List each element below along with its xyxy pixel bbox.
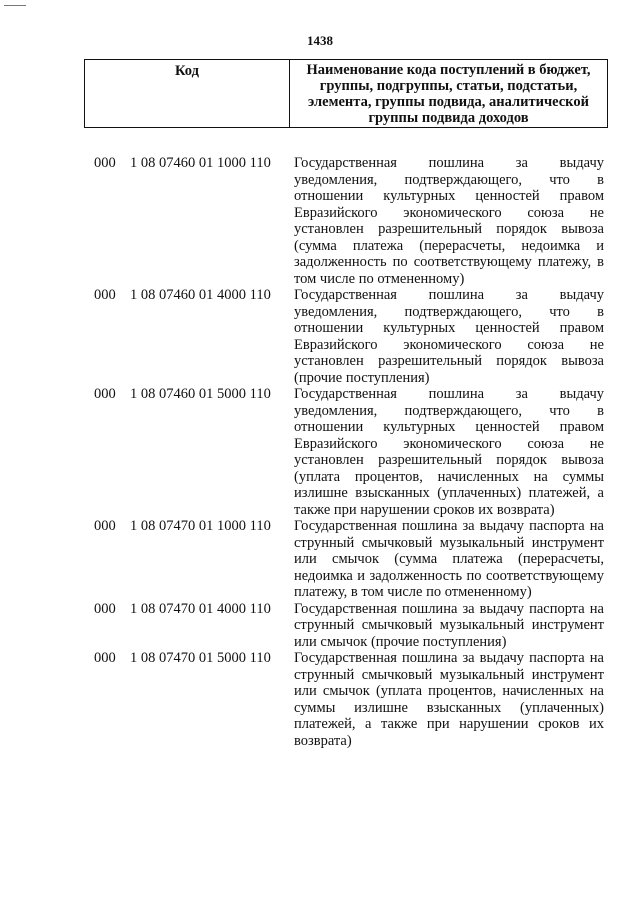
row-description: Государственная пошлина за выдачу паспорта на струнный смычковый музыкальный инструмент или смычок (сумма платежа (перерасчеты, недоимка и задолженность по соответствующему платежу, в том числе по отмененному) — [294, 518, 604, 600]
row-income-code: 1 08 07470 01 4000 110 — [130, 600, 271, 617]
row-income-code: 1 08 07470 01 5000 110 — [130, 650, 271, 666]
table-header — [84, 59, 608, 128]
scan-mark — [4, 5, 26, 6]
row-description: Государственная пошлина за выдачу паспорта на струнный смычковый музыкальный инструмент или смычок (уплата процентов, начисленных на суммы излишне взысканных (уплаченных) платежей, а также при нарушении сроков их возврата) — [294, 650, 604, 749]
row-description: Государственная пошлина за выдачу паспорта на струнный смычковый музыкальный инструмент или смычок (прочие поступления) — [294, 600, 604, 650]
row-income-code: 1 08 07470 01 1000 110 — [130, 518, 271, 534]
table-row — [94, 287, 606, 386]
row-description: Государственная пошлина за выдачу уведомления, подтверждающего, что в отношении культурных ценностей правом Евразийского экономического союза не установлен разрешительный порядок вывоза (прочие поступления) — [294, 287, 604, 386]
row-admin-code: 000 — [94, 287, 116, 303]
header-name-label: Наименование кода поступлений в бюджет, группы, подгруппы, статьи, подстатьи, элемента, группы подвида, аналитической группы подвида доходов — [306, 62, 591, 126]
row-admin-code: 000 — [94, 650, 116, 666]
table-row — [94, 650, 606, 749]
table-row — [94, 386, 606, 518]
row-description: Государственная пошлина за выдачу уведомления, подтверждающего, что в отношении культурных ценностей правом Евразийского экономического союза не установлен разрешительный порядок вывоза (сумма платежа (перерасчеты, недоимка и задолженность по соответствующему платежу, в том числе по отмененному) — [294, 155, 604, 287]
table-row — [94, 518, 606, 601]
row-admin-code: 000 — [94, 518, 116, 534]
row-admin-code: 000 — [94, 386, 116, 402]
table-row — [94, 601, 606, 651]
row-income-code: 1 08 07460 01 4000 110 — [130, 287, 271, 303]
row-income-code: 1 08 07460 01 1000 110 — [130, 155, 271, 171]
table-body — [94, 155, 606, 749]
row-admin-code: 000 — [94, 155, 116, 171]
row-admin-code: 000 — [94, 600, 116, 617]
page-number: 1438 — [307, 33, 333, 48]
row-description: Государственная пошлина за выдачу уведомления, подтверждающего, что в отношении культурных ценностей правом Евразийского экономического союза не установлен разрешительный порядок вывоза (уплата процентов, начисленных на суммы излишне взысканных (уплаченных) платежей, а также при нарушении сроков их возврата) — [294, 386, 604, 518]
table-row — [94, 155, 606, 287]
header-code-label: Код — [85, 60, 290, 127]
row-income-code: 1 08 07460 01 5000 110 — [130, 386, 271, 402]
